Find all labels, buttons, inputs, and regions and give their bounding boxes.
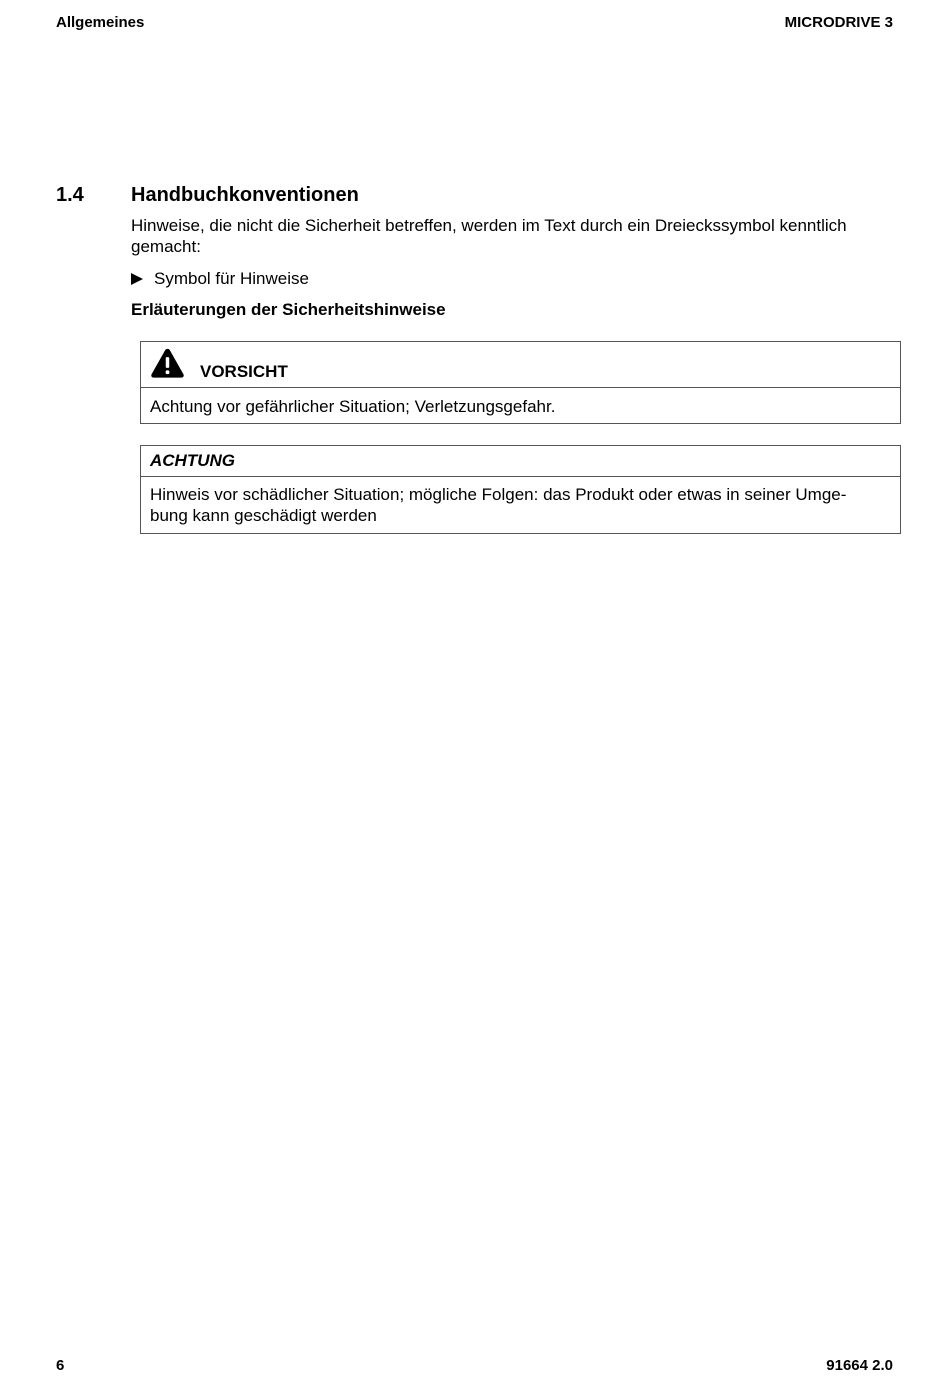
notice-box xyxy=(140,445,901,534)
caution-text: Achtung vor gefährlicher Situation; Verletzungsgefahr. xyxy=(150,397,556,416)
intro-paragraph: Hinweise, die nicht die Sicherheit betreffen, werden im Text durch ein Dreieckssymbol kenntlich gemacht: xyxy=(131,216,847,256)
bullet-item xyxy=(131,268,309,289)
caution-box xyxy=(140,341,901,424)
page-number: 6 xyxy=(56,1357,65,1374)
caution-box-header xyxy=(141,342,900,388)
warning-icon xyxy=(150,347,185,379)
header-product: MICRODRIVE 3 xyxy=(784,14,893,31)
section-title: Handbuchkonventionen xyxy=(131,184,359,206)
notice-text xyxy=(141,477,900,533)
triangle-right-icon xyxy=(131,273,143,285)
notice-label: ACHTUNG xyxy=(150,451,235,470)
notice-box-header xyxy=(141,446,900,477)
notice-text-line-2: bung kann geschädigt werden xyxy=(150,506,377,525)
header-chapter: Allgemeines xyxy=(56,14,145,31)
notice-text-line-1: Hinweis vor schädlicher Situation; mögliche Folgen: das Produkt oder etwas in seiner Umge- xyxy=(150,485,847,504)
section-number: 1.4 xyxy=(56,184,84,206)
bullet-text: Symbol für Hinweise xyxy=(154,269,309,288)
document-id: 91664 2.0 xyxy=(826,1357,893,1374)
safety-subheading: Erläuterungen der Sicherheitshinweise xyxy=(131,300,446,319)
caution-label: VORSICHT xyxy=(200,362,288,381)
